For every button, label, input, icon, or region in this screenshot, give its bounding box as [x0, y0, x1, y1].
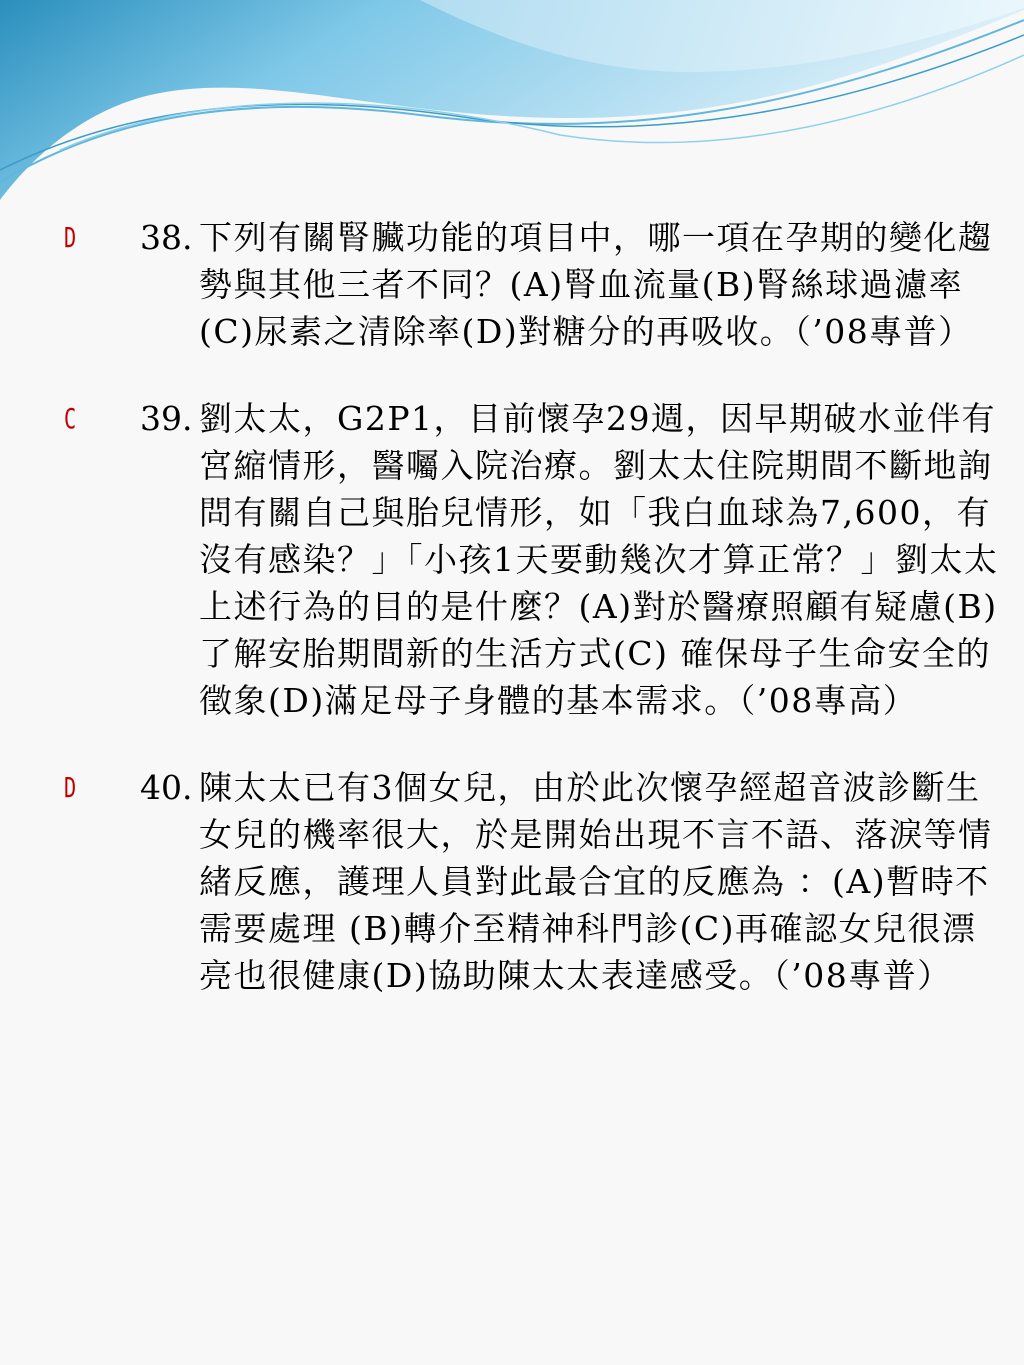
answer-key: D	[64, 221, 77, 254]
question-38	[0, 210, 1024, 355]
question-number: 40.	[140, 768, 193, 807]
question-list	[0, 210, 1024, 1035]
header-wave-decoration	[0, 0, 1024, 215]
answer-key: D	[64, 771, 77, 804]
question-number: 39.	[140, 399, 193, 438]
question-text: 陳太太已有3個女兒，由於此次懷孕經超音波診斷生女兒的機率很大，於是開始出現不言不語、落淚等情緒反應，護理人員對此最合宜的反應為 ：(A)暫時不需要處理 (B)轉介至精神科門診(C)再確認女兒很漂亮也很健康(D)協助陳太太表達感受。（’08專普）	[199, 768, 993, 995]
question-40	[0, 760, 1024, 999]
question-39	[0, 391, 1024, 724]
question-number: 38.	[140, 218, 193, 257]
question-text: 下列有關腎臟功能的項目中，哪一項在孕期的變化趨勢與其他三者不同？(A)腎血流量(B)腎絲球過濾率(C)尿素之清除率(D)對糖分的再吸收。（’08專普）	[199, 218, 993, 351]
answer-key: C	[64, 402, 77, 435]
question-text: 劉太太，G2P1，目前懷孕29週，因早期破水並伴有宮縮情形，醫囑入院治療。劉太太住院期間不斷地詢問有關自己與胎兒情形，如「我白血球為7,600，有沒有感染？」「小孩1天要動幾次才算正常？」劉太太上述行為的目的是什麼？(A)對於醫療照顧有疑慮(B)了解安胎期間新的生活方式(C) 確保母子生命安全的徵象(D)滿足母子身體的基本需求。（’08專高）	[199, 399, 999, 720]
